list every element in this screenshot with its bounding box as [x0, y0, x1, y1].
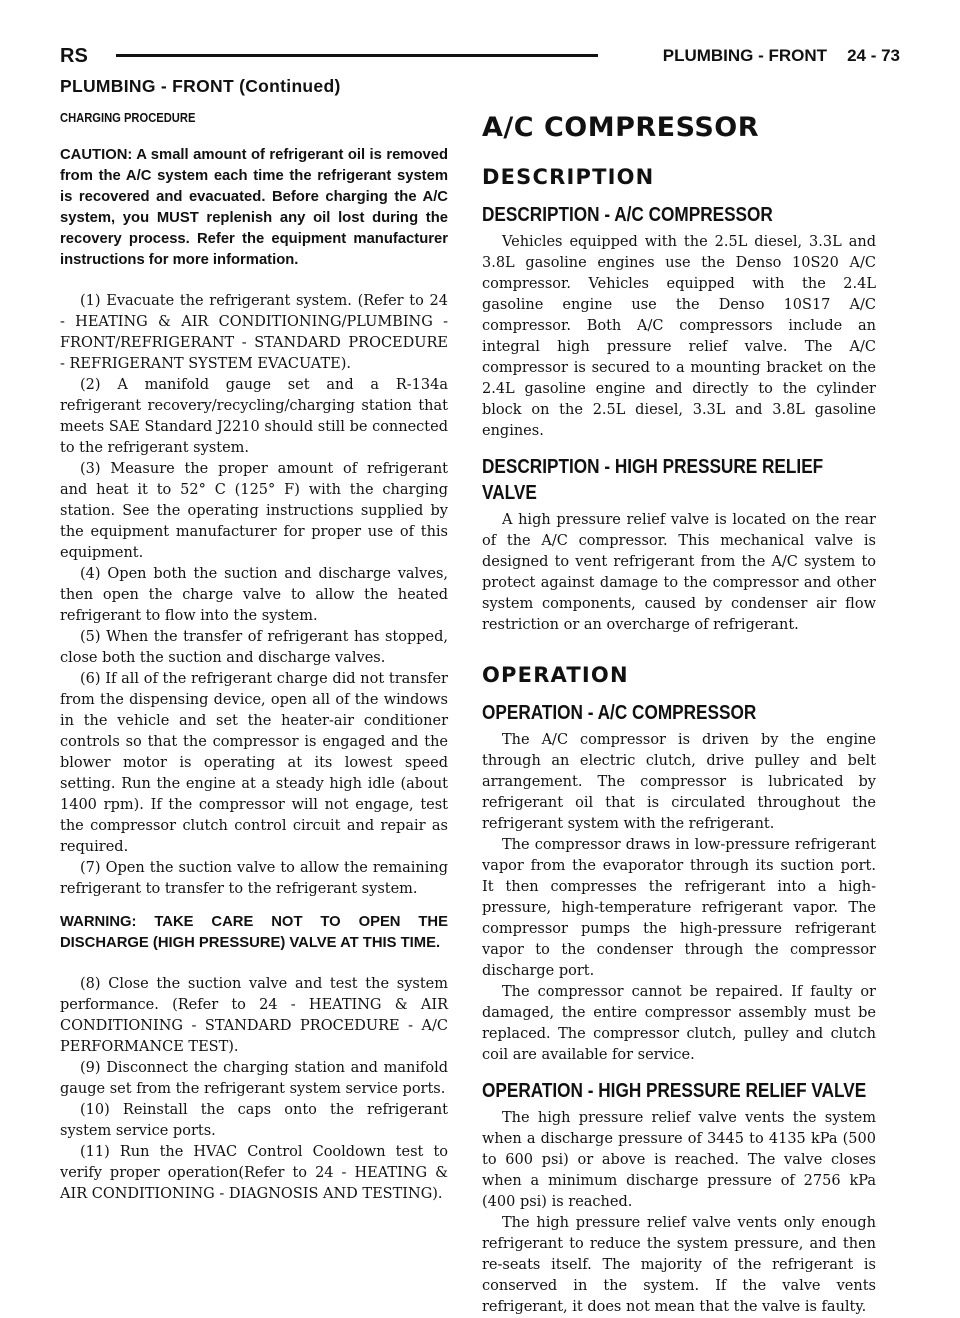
step-3: (3) Measure the proper amount of refrigerant and heat it to 52° C (125° F) with the charging station. See the operating instructions supplied by the equipment manufacturer for proper use of this equipment.: [60, 461, 448, 561]
op-relief-heading: OPERATION - HIGH PRESSURE RELIEF VALVE: [482, 1080, 867, 1102]
step-9: (9) Disconnect the charging station and manifold gauge set from the refrigerant system service ports.: [60, 1060, 448, 1097]
header-rule: [116, 54, 598, 57]
ac-compressor-title: A/C COMPRESSOR: [482, 112, 760, 143]
header-title: [663, 44, 900, 68]
step-4: (4) Open both the suction and discharge valves, then open the charge valve to allow the heated refrigerant to flow into the system.: [60, 566, 448, 624]
section-code: RS: [60, 45, 88, 67]
step-11: (11) Run the HVAC Control Cooldown test to verify proper operation(Refer to 24 - HEATING & AIR CONDITIONING - DIAGNOSIS AND TESTING).: [60, 1144, 448, 1202]
step-7: (7) Open the suction valve to allow the remaining refrigerant to transfer to the refrigerant system.: [60, 860, 448, 897]
op-compressor-heading: OPERATION - A/C COMPRESSOR: [482, 702, 757, 724]
step-6: (6) If all of the refrigerant charge did not transfer from the dispensing device, open all of the windows in the vehicle and set the heater-air conditioner controls so that the compressor is engaged and the blower motor is operating at its lowest speed setting. Run the engine at a steady high idle (about 1400 rpm). If the compressor will not engage, test the compressor clutch control circuit and repair as required.: [60, 671, 448, 855]
desc-relief-heading: DESCRIPTION - HIGH PRESSURE RELIEF VALVE: [482, 456, 824, 504]
op-compressor-para-3: The compressor cannot be repaired. If faulty or damaged, the entire compressor assembly must be replaced. The compressor clutch, pulley and clutch coil are available for service.: [482, 984, 876, 1063]
continued-heading: PLUMBING - FRONT (Continued): [60, 76, 341, 96]
page-number: 24 - 73: [847, 46, 900, 65]
op-relief-para-2: The high pressure relief valve vents only enough refrigerant to reduce the system pressure, and then re-seats itself. The majority of the refrigerant is conserved in the system. If the valve vents refrigerant, it does not mean that the valve is faulty.: [482, 1215, 876, 1315]
desc-relief-text: A high pressure relief valve is located on the rear of the A/C compressor. This mechanical valve is designed to vent refrigerant from the A/C system to protect against damage to the compressor and other system components, caused by condenser air flow restriction or an overcharge of refrigerant.: [482, 512, 876, 633]
step-1: (1) Evacuate the refrigerant system. (Refer to 24 - HEATING & AIR CONDITIONING/PLUMBING - FRONT/REFRIGERANT - STANDARD PROCEDURE - REFRIGERANT SYSTEM EVACUATE).: [60, 293, 448, 372]
op-compressor-para-1: The A/C compressor is driven by the engine through an electric clutch, drive pulley and belt arrangement. The compressor is lubricated by refrigerant oil that is circulated throughout the refrigerant system with the refrigerant.: [482, 732, 876, 832]
operation-heading: OPERATION: [482, 663, 629, 687]
step-10: (10) Reinstall the caps onto the refrigerant system service ports.: [60, 1102, 448, 1139]
description-heading: DESCRIPTION: [482, 165, 655, 189]
header-section-title: PLUMBING - FRONT: [662, 46, 828, 65]
op-relief-para-1: The high pressure relief valve vents the system when a discharge pressure of 3445 to 4135 kPa (500 to 600 psi) or above is reached. The valve closes when a minimum discharge pressure of 2756 kPa (400 psi) is reached.: [482, 1110, 876, 1210]
warning-note: WARNING: TAKE CARE NOT TO OPEN THE DISCHARGE (HIGH PRESSURE) VALVE AT THIS TIME.: [60, 914, 448, 951]
step-8: (8) Close the suction valve and test the system performance. (Refer to 24 - HEATING & AIR CONDITIONING - STANDARD PROCEDURE - A/C PERFORMANCE TEST).: [60, 976, 448, 1055]
desc-compressor-heading: DESCRIPTION - A/C COMPRESSOR: [482, 204, 773, 226]
charging-procedure-heading: CHARGING PROCEDURE: [60, 110, 196, 125]
step-2: (2) A manifold gauge set and a R-134a refrigerant recovery/recycling/charging station that meets SAE Standard J2210 should still be connected to the refrigerant system.: [60, 377, 448, 456]
left-column: [60, 110, 448, 1205]
desc-compressor-text: Vehicles equipped with the 2.5L diesel, 3.3L and 3.8L gasoline engines use the Denso 10S20 A/C compressor. Vehicles equipped with the 2.4L gasoline engine use the Denso 10S17 A/C compressor. Both A/C compressors include an integral high pressure relief valve. The A/C compressor is secured to a mounting bracket on the 2.4L gasoline engine and directly to the cylinder block on the 2.5L diesel, 3.3L and 3.8L gasoline engines.: [482, 234, 876, 439]
caution-note: CAUTION: A small amount of refrigerant oil is removed from the A/C system each time the refrigerant system is recovered and evacuated. Before charging the A/C system, you MUST replenish any oil lost during the recovery process. Refer the equipment manufacturer instructions for more information.: [60, 147, 448, 268]
page-header: [60, 44, 900, 70]
right-column: [482, 112, 876, 1318]
op-compressor-para-2: The compressor draws in low-pressure refrigerant vapor from the evaporator through its suction port. It then compresses the refrigerant into a high-pressure, high-temperature refrigerant vapor. The compressor pumps the high-pressure refrigerant vapor to the condenser through the compressor discharge port.: [482, 837, 876, 979]
step-5: (5) When the transfer of refrigerant has stopped, close both the suction and discharge valves.: [60, 629, 448, 666]
